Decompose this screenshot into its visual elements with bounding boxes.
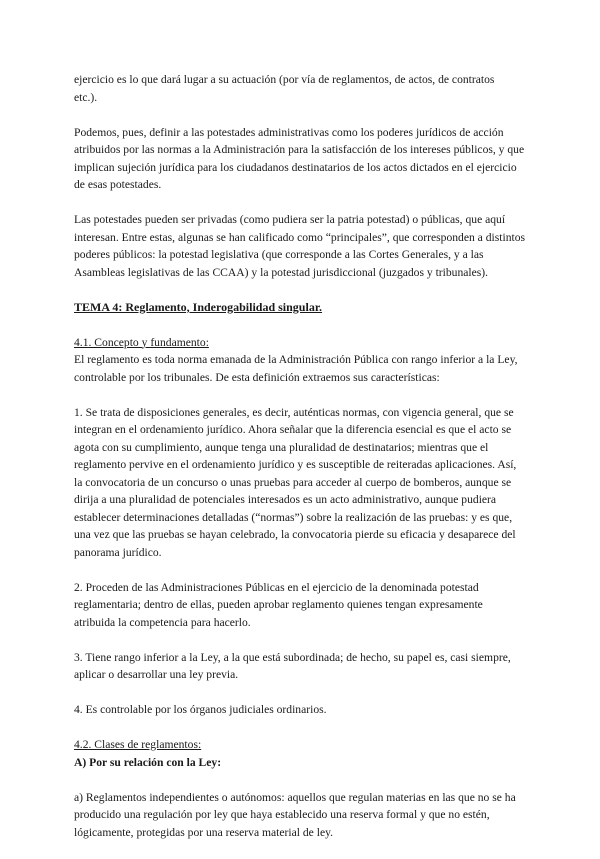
characteristic-4: 4. Es controlable por los órganos judiciales ordinarios. (74, 703, 327, 716)
section-4-1 (74, 334, 526, 387)
characteristic-2: 2. Proceden de las Administraciones Públicas en el ejercicio de la denominada potestad reglamentaria; dentro de ellas, pueden aprobar reglamento quienes tengan expresamente atribuida la competencia para hacerlo. (74, 580, 483, 629)
section-4-1-title: 4.1. Concepto y fundamento: (74, 335, 209, 349)
section-4-2-title: 4.2. Clases de reglamentos: (74, 738, 202, 751)
section-4-2 (74, 736, 526, 771)
tema-heading: TEMA 4: Reglamento, Inderogabilidad singular. (74, 299, 323, 314)
paragraph-potestades-types: Las potestades pueden ser privadas (como pudiera ser la patria potestad) o públicas, que aquí interesan. Entre estas, algunas se han calificado como “principales”, que corresponden a distintos poderes públicos: la potestad legislativa (que corresponde a las Cortes Generales, y a las Asambleas legislativas de las CCAA) y la potestad jurisdiccional (juzgados y tribunales). (74, 213, 526, 279)
paragraph-potestades-definition: Podemos, pues, definir a las potestades administrativas como los poderes jurídicos de acción atribuidos por las normas a la Administración para la satisfacción de los intereses públicos, y que implican sujeción jurídica para los ciudadanos destinatarios de los actos dictados en el ejercicio de esas potestades. (74, 125, 525, 191)
characteristic-3: 3. Tiene rango inferior a la Ley, a la que está subordinada; de hecho, su papel es, casi siempre, aplicar o desarrollar una ley previa. (74, 650, 511, 681)
section-4-2-subtitle: A) Por su relación con la Ley: (74, 755, 222, 769)
intro-line: ejercicio es lo que dará lugar a su actuación (por vía de reglamentos, de actos, de contratos (74, 73, 495, 86)
characteristic-1: 1. Se trata de disposiciones generales, es decir, auténticas normas, con vigencia general, que se integran en el ordenamiento jurídico. Ahora señalar que la diferencia esencial es que el acto se agota con su cumplimiento, aunque tenga una pluralidad de destinatarios; mientras que el reglamento pervive en el ordenamiento jurídico y es susceptible de reiteradas aplicaciones. Así, la convocatoria de un concurso o unas pruebas para acceder al cuerpo de bomberos, aunque se dirija a una pluralidad de potenciales interesados es un acto administrativo, aunque pudiera establecer determinaciones detalladas (“normas”) sobre la realización de las pruebas: y es que, una vez que las pruebas se hayan celebrado, la convocatoria pierde su eficacia y desaparece del panorama jurídico. (74, 405, 517, 559)
document-page (74, 71, 526, 859)
reglamento-type-a: a) Reglamentos independientes o autónomos: aquellos que regulan materias en las que no se ha producido una regulación por ley que haya establecido una reserva formal y que no estén, lógicamente, protegidas por una reserva material de ley. (74, 790, 516, 839)
intro-line: etc.). (74, 90, 98, 104)
intro-paragraph (74, 71, 526, 106)
section-4-1-text: El reglamento es toda norma emanada de la Administración Pública con rango inferior a la Ley, controlable por los tribunales. De esta definición extraemos sus características: (74, 353, 518, 384)
